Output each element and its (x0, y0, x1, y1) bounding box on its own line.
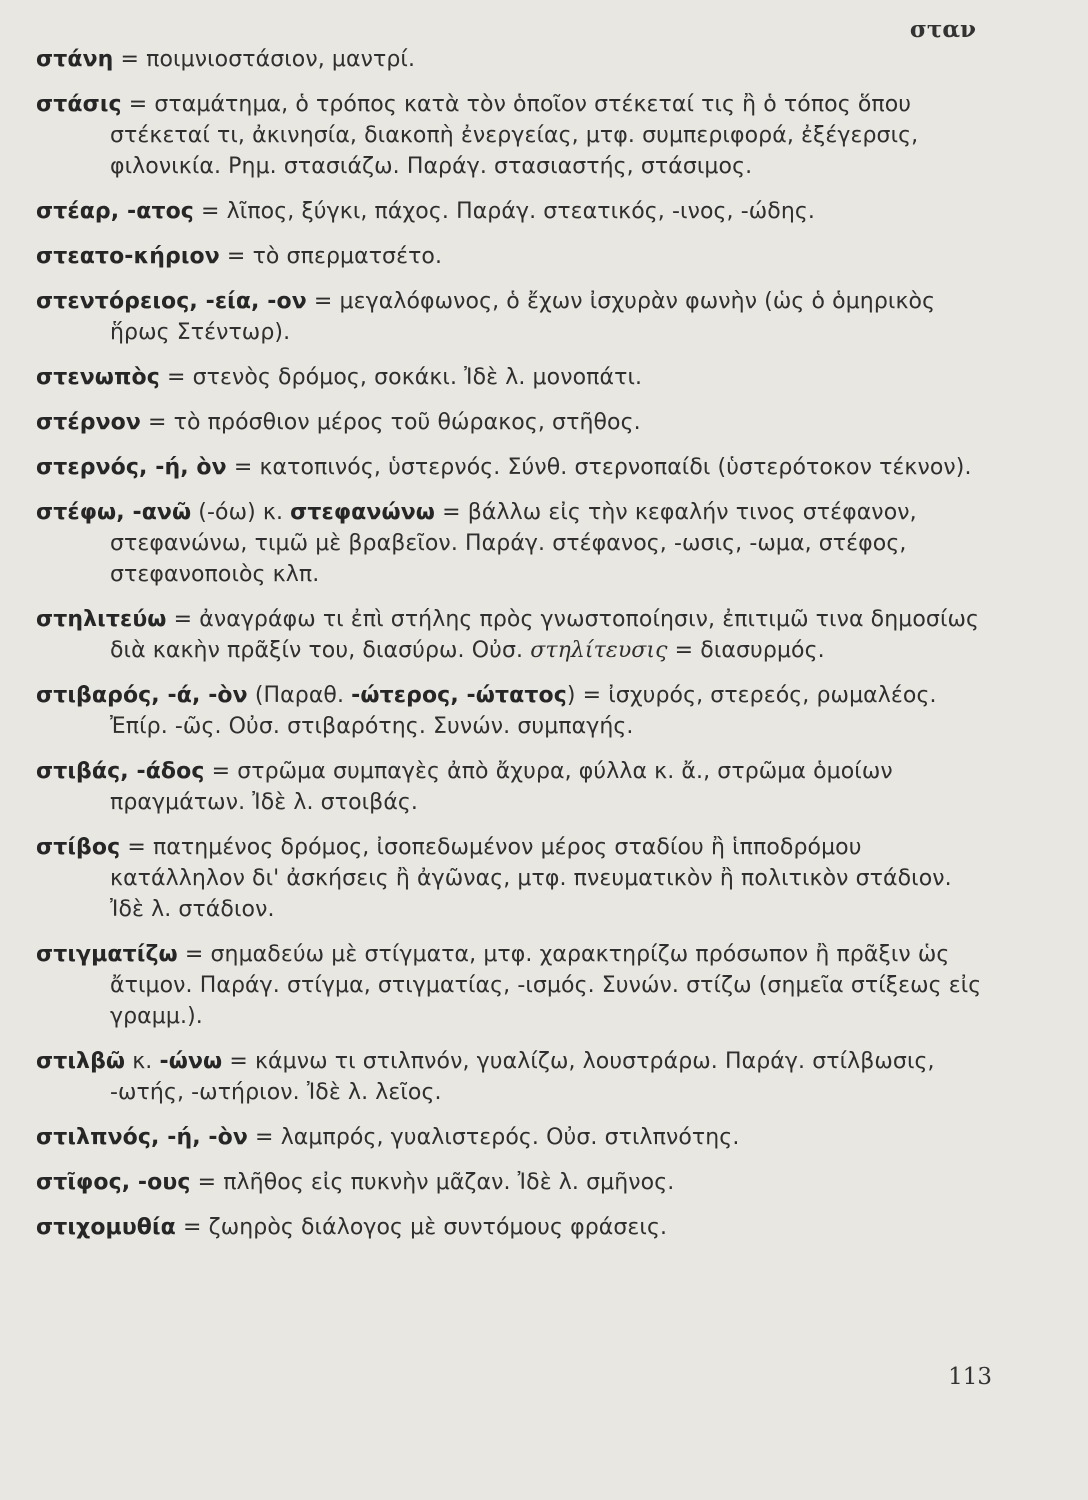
definition: (-όω) κ. (191, 500, 291, 525)
definition: = ἀναγράφω τι ἐπὶ στήλης πρὸς γνωστοποίησιν, ἐπιτιμῶ τινα δημοσίως διὰ κακὴν πρᾶξίν του, διασύρω. Οὐσ. (110, 607, 980, 663)
definition: = σταμάτημα, ὁ τρόπος κατὰ τὸν ὁποῖον στέκεταί τις ἢ ὁ τόπος ὅπου στέκεταί τι, ἀκινησία, διακοπὴ ἐνεργείας, μτφ. συμπεριφορά, ἐξέγερσις, φιλονικία. Ρημ. στασιάζω. Παράγ. στασιαστής, στάσιμος. (110, 92, 919, 179)
definition: = πατημένος δρόμος, ἰσοπεδωμένον μέρος σταδίου ἢ ἱπποδρόμου κατάλληλον δι' ἀσκήσεις ἢ ἀγῶνας, μτφ. πνευματικὸν ἢ πολιτικὸν στάδιον. Ἰδὲ λ. στάδιον. (110, 835, 952, 922)
definition: = τὸ σπερματσέτο. (219, 244, 443, 269)
entry-stear (36, 196, 986, 227)
entry-stentoreios (36, 286, 986, 348)
entry-stifos (36, 1167, 986, 1198)
entry-stibaros (36, 680, 986, 742)
definition-cont: ) = ἰσχυρός, στερεός, ρωμαλέος. Ἐπίρ. -ῶς. Οὐσ. στιβαρότης. Συνών. συμπαγής. (110, 683, 937, 739)
page-number: 113 (948, 1364, 992, 1390)
definition: = στρῶμα συμπαγὲς ἀπὸ ἄχυρα, φύλλα κ. ἄ., στρῶμα ὁμοίων πραγμάτων. Ἰδὲ λ. στοιβάς. (110, 759, 893, 815)
definition-cont: = κάμνω τι στιλπνόν, γυαλίζω, λουστράρω. Παράγ. στίλβωσις, -ωτής, -ωτήριον. Ἰδὲ λ. λεῖος. (110, 1049, 935, 1105)
headword-variant: -ώνω (159, 1049, 223, 1074)
headword: στερνός, -ή, ὸν (36, 455, 227, 480)
entry-stenopos (36, 362, 986, 393)
headword: στιχομυθία (36, 1215, 176, 1240)
italic-term: στηλίτευσις (530, 638, 668, 663)
headword-variant: στεφανώνω (290, 500, 436, 525)
definition: = κατοπινός, ὑστερνός. Σύνθ. στερνοπαίδι (ὑστερότοκον τέκνον). (226, 455, 972, 480)
headword: στάσις (36, 92, 122, 117)
headword: στέαρ, -ατος (36, 199, 194, 224)
headword-variant: -ώτερος, -ώτατος (351, 683, 567, 708)
entry-stasis (36, 89, 986, 182)
definition: = ποιμνιοστάσιον, μαντρί. (113, 47, 416, 72)
definition: = λαμπρός, γυαλιστερός. Οὐσ. στιλπνότης. (247, 1125, 740, 1150)
entry-sternos (36, 452, 986, 483)
entry-steato-kirion (36, 241, 986, 272)
headword: στιλπνός, -ή, -ὸν (36, 1125, 248, 1150)
definition: = πλῆθος εἰς πυκνὴν μᾶζαν. Ἰδὲ λ. σμῆνος. (190, 1170, 675, 1195)
definition: = λῖπος, ξύγκι, πάχος. Παράγ. στεατικός, -ινος, -ώδης. (193, 199, 815, 224)
headword: στιγματίζω (36, 942, 178, 967)
entry-sternon (36, 407, 986, 438)
headword: στίβος (36, 835, 121, 860)
entry-stefo (36, 497, 986, 590)
entry-stilvo (36, 1046, 986, 1108)
headword: στενωπὸς (36, 365, 160, 390)
entry-stani (36, 44, 986, 75)
definition: κ. (125, 1049, 160, 1074)
definition-cont: = διασυρμός. (667, 638, 825, 663)
definition-cont: = βάλλω εἰς τὴν κεφαλήν τινος στέφανον, στεφανώνω, τιμῶ μὲ βραβεῖον. Παράγ. στέφανος, -ωσις, -ωμα, στέφος, στεφανοποιὸς κλπ. (110, 500, 917, 587)
dictionary-entries (36, 44, 986, 1243)
entry-stichomythia (36, 1212, 986, 1243)
definition: = στενὸς δρόμος, σοκάκι. Ἰδὲ λ. μονοπάτι. (159, 365, 643, 390)
headword: στέφω, -ανῶ (36, 500, 192, 525)
headword: στιλβῶ (36, 1049, 126, 1074)
running-head: σταν (909, 16, 976, 43)
entry-stilpnos (36, 1122, 986, 1153)
entry-stiliteuo (36, 604, 986, 666)
entry-stigmatizo (36, 939, 986, 1032)
headword: στεντόρειος, -εία, -ον (36, 289, 307, 314)
entry-stivos (36, 832, 986, 925)
definition: (Παραθ. (247, 683, 352, 708)
definition: = σημαδεύω μὲ στίγματα, μτφ. χαρακτηρίζω πρόσωπον ἢ πρᾶξιν ὡς ἄτιμον. Παράγ. στίγμα, στιγματίας, -ισμός. Συνών. στίζω (σημεῖα στίξεως εἰς γραμμ.). (110, 942, 982, 1029)
headword: στιβαρός, -ά, -ὸν (36, 683, 248, 708)
headword: στῖφος, -ους (36, 1170, 191, 1195)
entry-stibas (36, 756, 986, 818)
headword: στέρνον (36, 410, 141, 435)
headword: στηλιτεύω (36, 607, 167, 632)
headword: στεατο-κήριον (36, 244, 220, 269)
definition: = μεγαλόφωνος, ὁ ἔχων ἰσχυρὰν φωνὴν (ὡς ὁ ὁμηρικὸς ἥρως Στέντωρ). (110, 289, 936, 345)
headword: στάνη (36, 47, 114, 72)
headword: στιβάς, -άδος (36, 759, 205, 784)
definition: = ζωηρὸς διάλογος μὲ συντόμους φράσεις. (175, 1215, 668, 1240)
definition: = τὸ πρόσθιον μέρος τοῦ θώρακος, στῆθος. (140, 410, 641, 435)
